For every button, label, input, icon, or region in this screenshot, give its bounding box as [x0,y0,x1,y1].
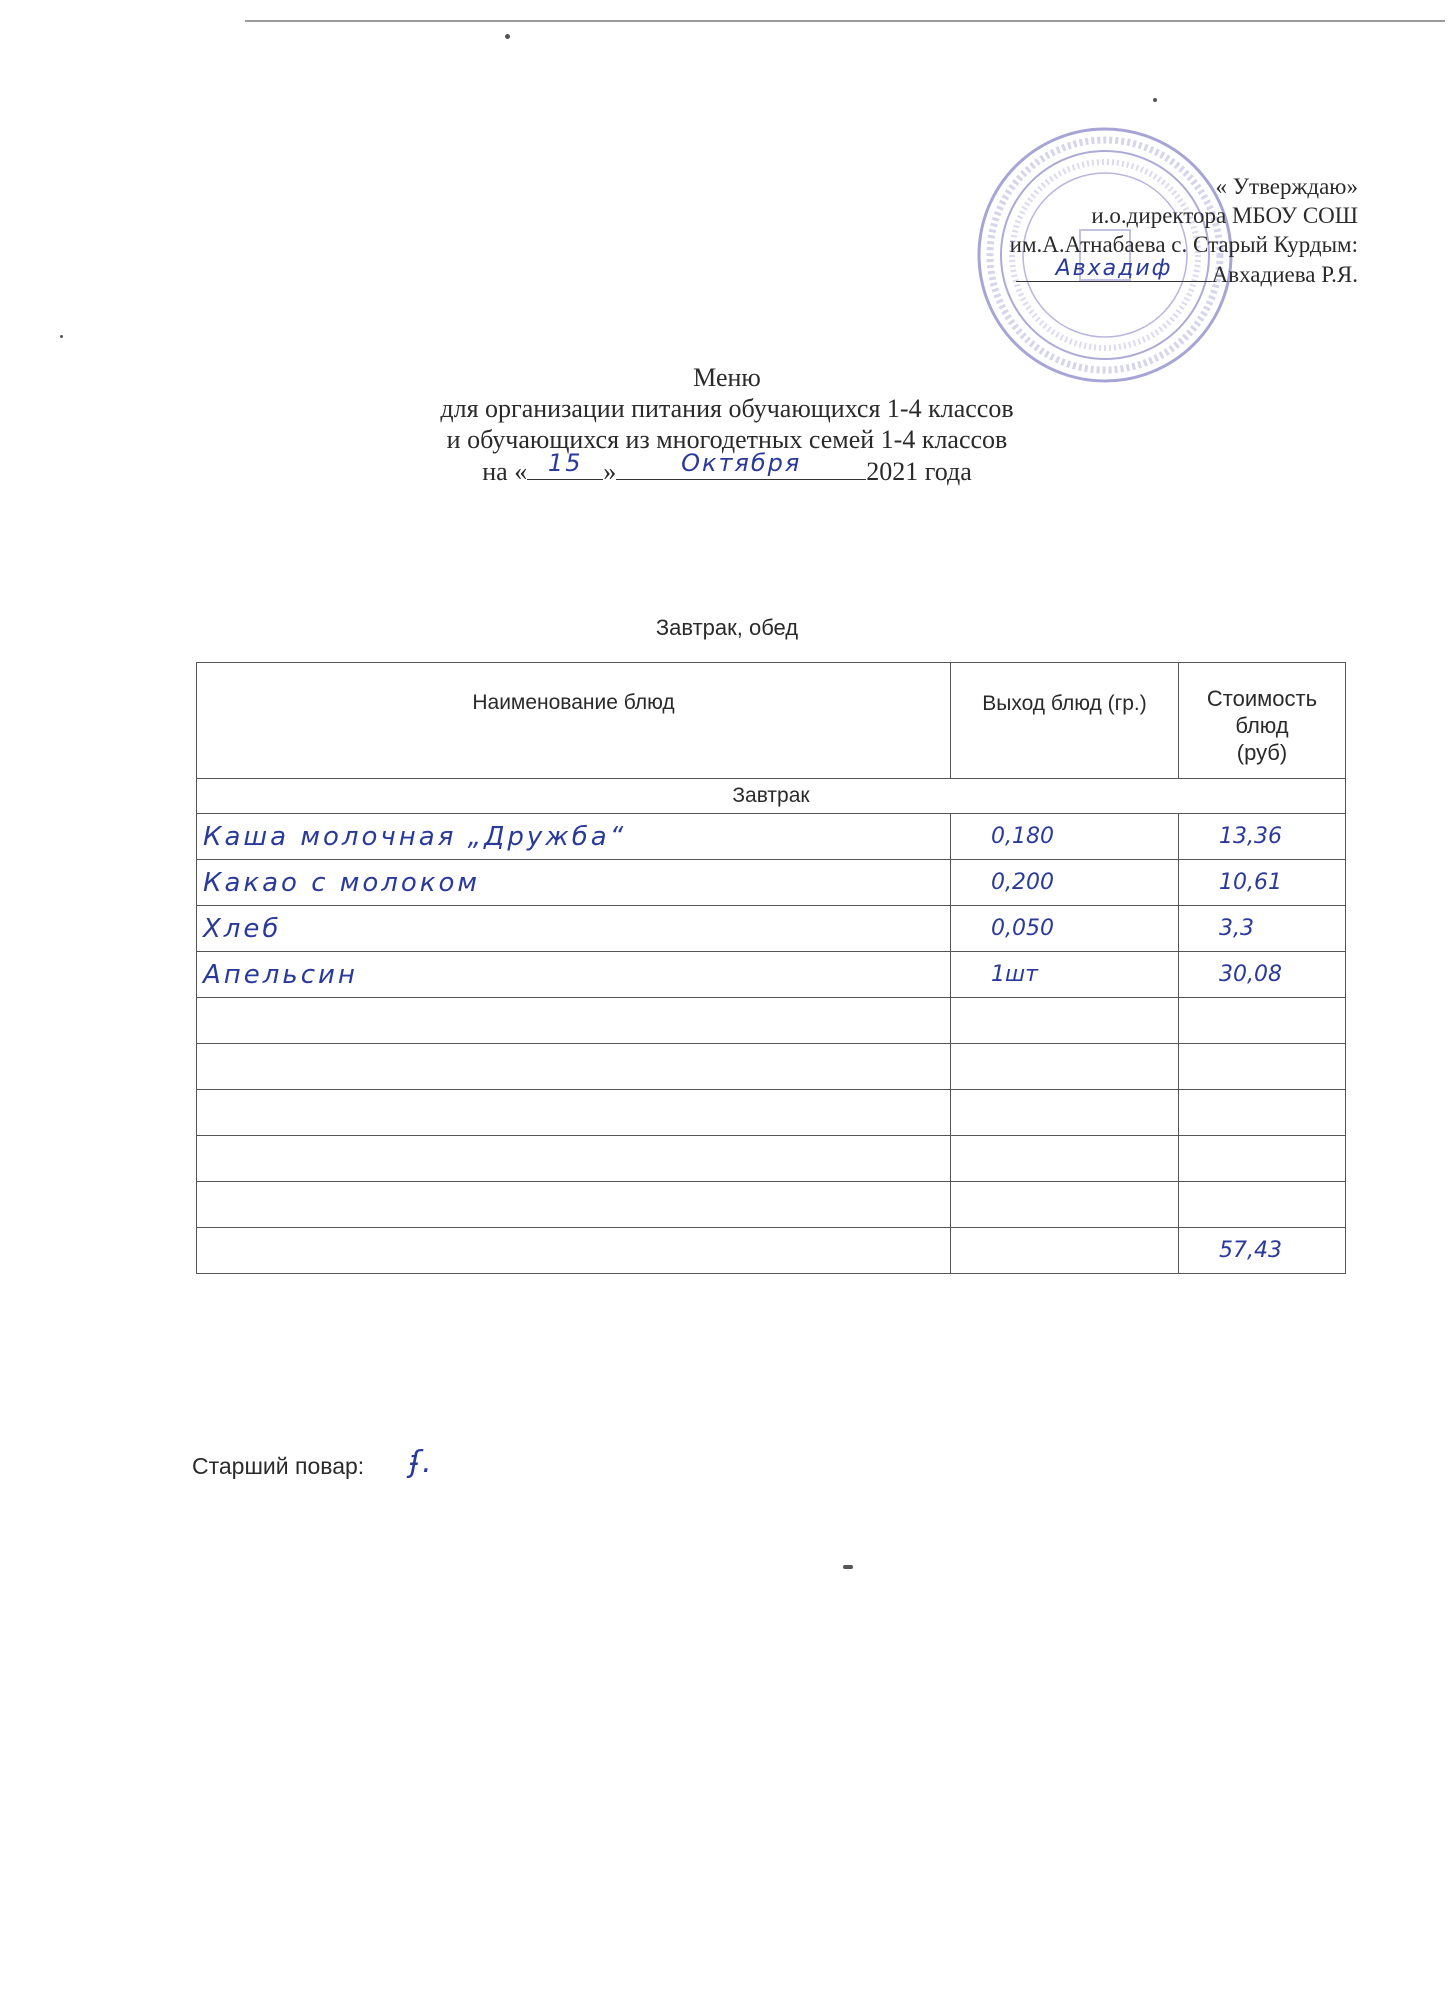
dish-cost-cell [1179,1136,1346,1182]
meal-subtitle: Завтрак, обед [655,615,799,640]
dish-cost-cell [1179,998,1346,1044]
dish-output-cell [951,1044,1179,1090]
date-mid: » [603,457,617,486]
header-dish-name: Наименование блюд [197,663,951,779]
table-row [197,1044,1346,1090]
approval-position: и.о.директора МБОУ СОШ [1091,203,1358,228]
header-output: Выход блюд (гр.) [951,663,1179,779]
table-row [197,1090,1346,1136]
dish-name-cell: Апельсин [197,952,951,998]
scan-speck [60,335,63,338]
dish-output-cell [951,998,1179,1044]
dish-cost-cell [1179,1182,1346,1228]
dish-name-cell [197,1228,951,1274]
table-header-row [197,663,1346,779]
signature-line [1016,256,1212,282]
dish-output-cell [951,1228,1179,1274]
menu-table [196,662,1346,1274]
document-title [0,362,1454,487]
header-cost [1179,663,1346,779]
dish-output-cell [951,1182,1179,1228]
approval-heading: « Утверждаю» [1215,174,1358,199]
section-row [197,779,1346,814]
cook-label: Старший повар: [192,1453,365,1479]
scan-top-edge [245,20,1445,22]
dish-output-cell [951,1136,1179,1182]
dish-cost-cell: 3,3 [1179,906,1346,952]
dish-cost-cell [1179,1044,1346,1090]
table-row [197,1136,1346,1182]
dish-name-cell [197,1044,951,1090]
director-signature: Авхадиф [1055,256,1173,281]
scan-speck [843,1565,853,1569]
table-row [197,1182,1346,1228]
approval-signature-row [1010,256,1358,289]
header-cost-line: блюд [1235,713,1289,738]
dish-cost-cell [1179,1090,1346,1136]
title-line-3: и обучающихся из многодетных семей 1-4 классов [446,425,1008,454]
scan-speck [505,34,510,39]
dish-output-cell: 0,200 [951,860,1179,906]
dish-name-cell: Какао с молоком [197,860,951,906]
dish-name-cell: Каша молочная „Дружба“ [197,814,951,860]
scan-speck [1153,98,1157,102]
total-row [197,1228,1346,1274]
dish-name-cell [197,1136,951,1182]
total-cost-cell: 57,43 [1179,1228,1346,1274]
date-day-blank [527,449,603,480]
header-cost-line: Стоимость [1206,686,1318,711]
title-line-2: для организации питания обучающихся 1-4 классов [440,394,1014,423]
dish-cost-cell: 13,36 [1179,814,1346,860]
dish-name-cell [197,998,951,1044]
cook-signature: ʄ. [410,1445,434,1480]
date-day: 15 [547,449,583,477]
dish-output-cell: 0,050 [951,906,1179,952]
date-year: 2021 года [866,457,972,486]
dish-name-cell: Хлеб [197,906,951,952]
table-row [197,952,1346,998]
table-row [197,998,1346,1044]
approval-block [1010,172,1358,289]
dish-name-cell [197,1182,951,1228]
dish-output-cell: 1шт [951,952,1179,998]
date-month-blank [616,449,866,480]
section-breakfast: Завтрак [197,779,1346,814]
director-name: Авхадиева Р.Я. [1211,262,1358,287]
table-row [197,906,1346,952]
date-month: Октября [681,449,802,477]
dish-output-cell [951,1090,1179,1136]
header-cost-line: (руб) [1236,740,1288,765]
dish-output-cell: 0,180 [951,814,1179,860]
cook-signature-block [192,1445,434,1480]
table-row [197,860,1346,906]
title-menu: Меню [693,363,761,392]
dish-cost-cell: 10,61 [1179,860,1346,906]
approval-school: им.А.Атнабаева с. Старый Курдым: [1009,232,1358,257]
date-prefix: на « [482,457,528,486]
table-row [197,814,1346,860]
title-date [0,449,1454,487]
dish-cost-cell: 30,08 [1179,952,1346,998]
dish-name-cell [197,1090,951,1136]
